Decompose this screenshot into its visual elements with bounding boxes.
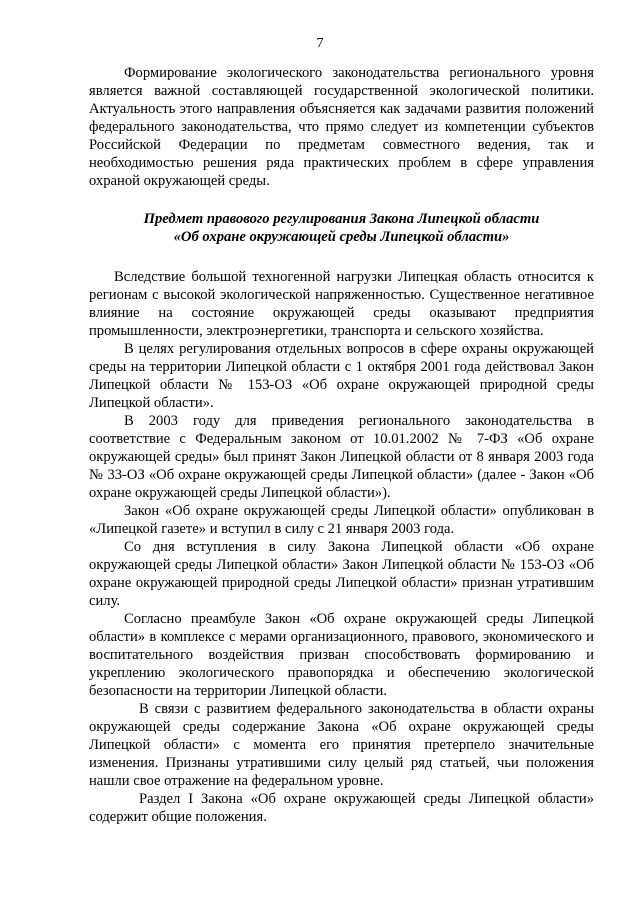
paragraph-law-153: В целях регулирования отдельных вопросов в сфере охраны окружающей среды на территории Липецкой области с 1 октября 2001 года действовал Закон Липецкой области № 153-ОЗ «Об охране окружающей природной среды Липецкой области».: [89, 341, 594, 411]
section-heading-line-1: Предмет правового регулирования Закона Липецкой области: [143, 211, 540, 227]
paragraph-amendments: В связи с развитием федерального законодательства в области охраны окружающей среды содержание Закона «Об охране окружающей среды Липецкой области» с момента его принятия претерпело значительные изменения. Признаны утратившими силу целый ряд статьей, чьи положения нашли свое отражение на федеральном уровне.: [89, 701, 594, 789]
paragraph-preamble: Согласно преамбуле Закон «Об охране окружающей среды Липецкой области» в комплексе с мерами организационного, правового, экономического и воспитательного воздействия призван способствовать формированию и укреплению экологического правопорядка и обеспечению экологической безопасности на территории Липецкой области.: [89, 611, 594, 699]
section-heading: [89, 210, 594, 246]
page-number: 7: [316, 36, 324, 51]
paragraph-repeal: Со дня вступления в силу Закона Липецкой области «Об охране окружающей среды Липецкой области» Закон Липецкой области № 153-ОЗ «Об охране окружающей природной среды Липецкой области» признан утратившим силу.: [89, 539, 594, 609]
paragraph-law-33: В 2003 году для приведения регионального законодательства в соответствие с Федеральным законом от 10.01.2002 № 7-ФЗ «Об охране окружающей среды» был принят Закон Липецкой области от 8 января 2003 года № 33-ОЗ «Об охране окружающей среды Липецкой области» (далее - Закон «Об охране окружающей среды Липецкой области»).: [89, 413, 594, 501]
intro-paragraph: Формирование экологического законодательства регионального уровня является важной составляющей государственной экологической политики. Актуальность этого направления объясняется как задачами развития положений федерального законодательства, что прямо следует из компетенции субъектов Российской Федерации по предметам совместного ведения, так и необходимостью решения ряда практических проблем в сфере управления охраной окружающей среды.: [89, 65, 594, 189]
paragraph-publication: Закон «Об охране окружающей среды Липецкой области» опубликован в «Липецкой газете» и вступил в силу с 21 января 2003 года.: [89, 503, 594, 537]
document-body: [89, 64, 594, 826]
paragraph-technogenic-load: Вследствие большой техногенной нагрузки Липецкая область относится к регионам с высокой экологической напряженностью. Существенное негативное влияние на состояние окружающей среды оказывают предприятия промышленности, электроэнергетики, транспорта и сельского хозяйства.: [89, 269, 594, 339]
section-heading-line-2: «Об охране окружающей среды Липецкой области»: [173, 229, 510, 245]
paragraph-section-one: Раздел I Закона «Об охране окружающей среды Липецкой области» содержит общие положения.: [89, 791, 594, 825]
